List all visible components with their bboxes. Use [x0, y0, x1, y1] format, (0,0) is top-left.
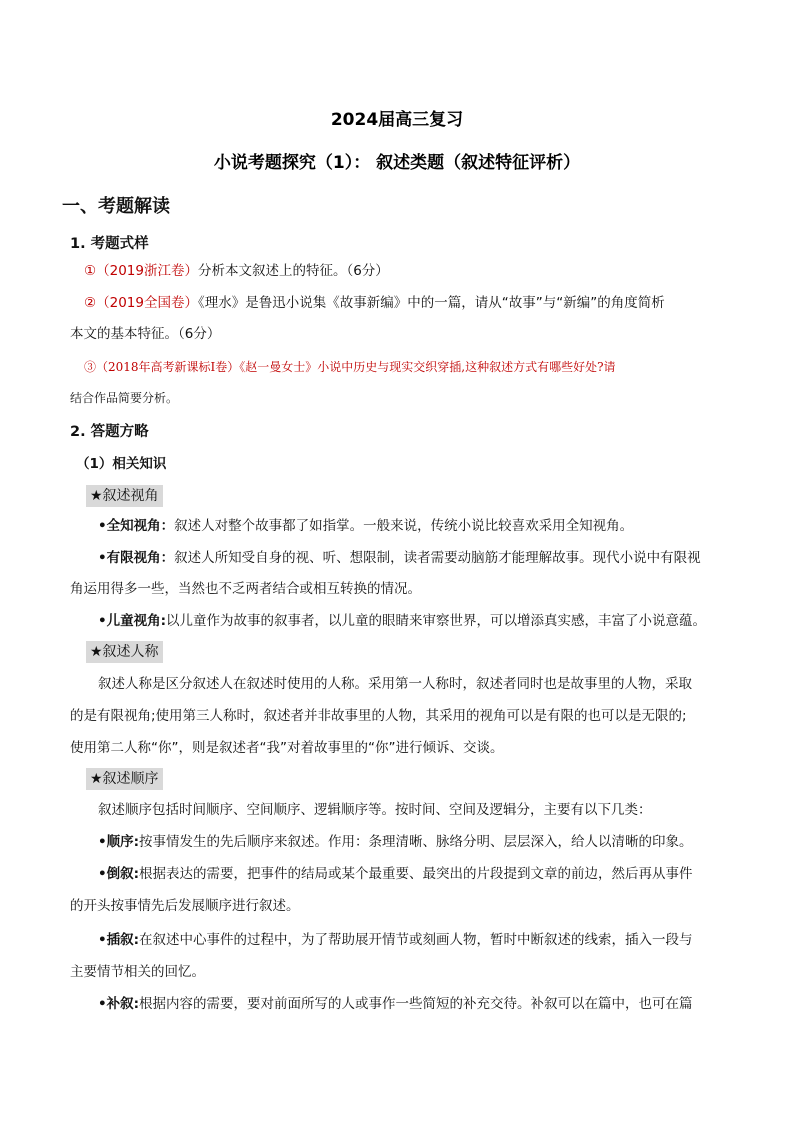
view-3-label: •儿童视角:	[98, 613, 167, 629]
tag-narrative-order: ★叙述顺序	[86, 768, 163, 790]
question-1-text: 分析本文叙述上的特征。（6分）	[197, 263, 389, 279]
order-2-label: •倒叙:	[98, 866, 140, 882]
view-3-text: 以儿童作为故事的叙事者，以儿童的眼睛来审察世界，可以增添真实感，丰富了小说意蕴。	[166, 613, 707, 629]
document-title: 2024届高三复习	[330, 110, 464, 130]
person-para-line-1: 叙述人称是区分叙述人在叙述时使用的人称。采用第一人称时，叙述者同时也是故事里的人物，采取	[98, 676, 692, 692]
order-2-text: 根据表达的需要，把事件的结局或某个最重要、最突出的片段提到文章的前边，然后再从事件	[139, 866, 693, 882]
order-2	[98, 864, 758, 884]
view-2	[98, 548, 758, 568]
order-3	[98, 930, 758, 950]
order-1-text: 按事情发生的先后顺序来叙述。作用：条理清晰、脉络分明、层层深入，给人以清晰的印象。	[139, 834, 693, 850]
order-1	[98, 832, 758, 852]
view-2-text: 叙述人所知受自身的视、听、想限制，读者需要动脑筋才能理解故事。现代小说中有限视	[174, 550, 701, 566]
question-1-source: ①（2019浙江卷）	[84, 263, 198, 279]
person-para-line-3: 使用第二人称“你”，则是叙述者“我”对着故事里的“你”进行倾诉、交谈。	[70, 740, 504, 756]
subsection-heading-1: 1. 考题式样	[70, 236, 149, 252]
order-4-text: 根据内容的需要，要对前面所写的人或事作一些简短的补充交待。补叙可以在篇中，也可在篇	[139, 996, 693, 1012]
question-2	[84, 293, 744, 313]
order-3-label: •插叙:	[98, 932, 140, 948]
document-subtitle: 小说考题探究（1）： 叙述类题（叙述特征评析）	[213, 153, 581, 173]
view-1	[98, 516, 758, 536]
question-2-text: 《理水》是鲁迅小说集《故事新编》中的一篇，请从“故事”与“新编”的角度简析	[197, 295, 665, 311]
question-2-source: ②（2019全国卷）	[84, 295, 198, 311]
order-2-cont: 的开头按事情先后发展顺序进行叙述。	[70, 898, 300, 914]
person-para-line-2: 的是有限视角;使用第三人称时，叙述者并非故事里的人物，其采用的视角可以是有限的也可以是无限的;	[70, 708, 687, 724]
order-3-cont: 主要情节相关的回忆。	[70, 964, 205, 980]
question-2-cont: 本文的基本特征。（6分）	[70, 326, 221, 342]
view-1-label: •全知视角：	[98, 518, 175, 534]
tag-narrative-person: ★叙述人称	[86, 641, 163, 663]
order-intro: 叙述顺序包括时间顺序、空间顺序、逻辑顺序等。按时间、空间及逻辑分，主要有以下几类：	[98, 802, 652, 818]
view-1-text: 叙述人对整个故事都了如指掌。一般来说，传统小说比较喜欢采用全知视角。	[174, 518, 634, 534]
order-4-label: •补叙:	[98, 996, 140, 1012]
question-3: ③（2018年高考新课标Ⅰ卷）《赵一曼女士》小说中历史与现实交织穿插,这种叙述方式有哪些好处?请	[84, 360, 616, 374]
question-3-cont: 结合作品简要分析。	[70, 391, 179, 405]
order-1-label: •顺序:	[98, 834, 140, 850]
view-2-label: •有限视角：	[98, 550, 175, 566]
tag-narrative-view: ★叙述视角	[86, 485, 163, 507]
question-1	[84, 261, 744, 281]
order-4	[98, 994, 758, 1014]
view-3	[98, 611, 758, 631]
subsection-heading-2: 2. 答题方略	[70, 424, 149, 440]
subsection-heading-2-1: （1）相关知识	[76, 456, 167, 472]
view-2-cont: 角运用得多一些，当然也不乏两者结合或相互转换的情况。	[70, 581, 421, 597]
section-heading: 一、考题解读	[62, 196, 170, 217]
order-3-text: 在叙述中心事件的过程中，为了帮助展开情节或刻画人物，暂时中断叙述的线索，插入一段与	[139, 932, 693, 948]
